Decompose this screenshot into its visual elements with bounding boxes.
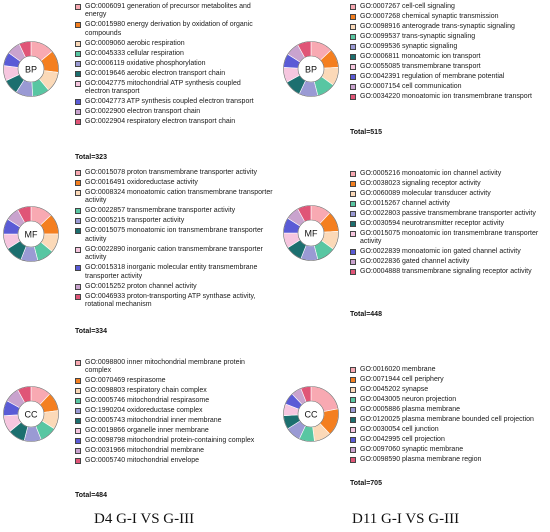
legend-swatch	[75, 284, 81, 290]
legend-swatch	[350, 437, 356, 443]
legend-label: GO:0005746 mitochondrial respirasome	[85, 397, 210, 405]
legend-label: GO:0030594 neurotransmitter receptor activity	[360, 220, 504, 227]
donut-chart-d11-mf	[282, 204, 340, 262]
legend-label: GO:0015078 proton transmembrane transporter activity	[85, 169, 257, 176]
legend-label: GO:0009060 aerobic respiration	[85, 39, 185, 47]
legend-label: GO:0022890 inorganic cation transmembrane transporter activity	[85, 245, 263, 262]
legend-item	[75, 169, 275, 177]
legend-label: GO:0016020 membrane	[360, 366, 436, 373]
legend-label: GO:0015318 inorganic molecular entity transmembrane transporter activity	[85, 264, 258, 280]
legend-label: GO:0005740 mitochondrial envelope	[85, 457, 200, 465]
legend-item	[75, 80, 265, 97]
legend-item	[350, 63, 548, 71]
legend-item	[350, 23, 548, 31]
legend-swatch	[350, 457, 356, 463]
legend-swatch	[75, 4, 81, 10]
legend-item	[350, 200, 546, 208]
legend-d4-bp	[75, 3, 265, 128]
legend-swatch	[75, 208, 81, 214]
donut-center-label: BP	[304, 64, 318, 75]
legend-item	[350, 436, 546, 444]
legend-item	[350, 268, 546, 276]
legend-item	[350, 396, 546, 404]
legend-label: GO:0006091 generation of precursor metabolites and energy	[85, 3, 251, 19]
legend-item	[350, 230, 546, 247]
legend-label: GO:0060089 molecular transducer activity	[360, 190, 491, 197]
legend-item	[75, 207, 275, 215]
legend-item	[75, 447, 270, 455]
legend-label: GO:0016491 oxidoreductase activity	[85, 179, 198, 186]
legend-swatch	[75, 41, 81, 47]
legend-label: GO:0005743 mitochondrial inner membrane	[85, 417, 222, 425]
legend-item	[75, 70, 265, 78]
legend-swatch	[75, 218, 81, 224]
legend-label: GO:0042775 mitochondrial ATP synthesis coupled electron transport	[85, 79, 241, 96]
legend-item	[75, 3, 265, 20]
legend-swatch	[350, 191, 356, 197]
legend-swatch	[350, 249, 356, 255]
legend-label: GO:0038023 signaling receptor activity	[360, 180, 481, 187]
legend-swatch	[75, 360, 81, 366]
legend-d11-bp	[350, 3, 548, 103]
legend-swatch	[75, 109, 81, 115]
legend-swatch	[350, 231, 356, 237]
legend-swatch	[350, 54, 356, 60]
legend-item	[350, 220, 546, 228]
donut-center-label: CC	[24, 409, 38, 420]
legend-swatch	[350, 4, 356, 10]
legend-label: GO:0099537 trans-synaptic signaling	[360, 33, 476, 40]
legend-label: GO:0008324 monoatomic cation transmembrane transporter activity	[85, 189, 273, 205]
legend-label: GO:0006119 oxidative phosphorylation	[85, 59, 206, 67]
legend-label: GO:0005215 transporter activity	[85, 217, 185, 225]
legend-swatch	[350, 74, 356, 80]
legend-label: GO:0070469 respirasome	[85, 377, 166, 385]
legend-swatch	[75, 81, 81, 87]
legend-label: GO:0015075 monoatomic ion transmembrane transporter activity	[85, 227, 264, 243]
legend-label: GO:0022836 gated channel activity	[360, 258, 470, 266]
total-d4-bp: Total=323	[75, 154, 107, 161]
legend-swatch	[75, 388, 81, 394]
legend-swatch	[350, 211, 356, 217]
legend-item	[75, 108, 265, 116]
legend-label: GO:0046933 proton-transporting ATP synthase activity, rotational mechanism	[85, 292, 256, 309]
legend-label: GO:0015252 proton channel activity	[85, 282, 197, 290]
legend-swatch	[75, 119, 81, 125]
donut-center-label: MF	[24, 229, 38, 240]
donut-center-label: MF	[304, 228, 318, 239]
legend-swatch	[350, 269, 356, 275]
legend-item	[350, 210, 546, 218]
legend-label: GO:0022900 electron transport chain	[85, 108, 201, 116]
legend-swatch	[75, 170, 81, 176]
legend-swatch	[75, 180, 81, 186]
legend-item	[75, 377, 270, 385]
legend-item	[75, 264, 275, 281]
legend-item	[75, 40, 265, 48]
legend-label: GO:0005886 plasma membrane	[360, 406, 460, 413]
total-d11-bp: Total=515	[350, 129, 382, 136]
legend-item	[75, 427, 270, 435]
legend-swatch	[75, 398, 81, 404]
legend-swatch	[75, 438, 81, 444]
legend-swatch	[350, 14, 356, 20]
legend-item	[350, 190, 546, 198]
legend-item	[75, 246, 275, 263]
legend-swatch	[350, 417, 356, 423]
legend-label: GO:0034220 monoatomic ion transmembrane transport	[360, 93, 532, 100]
legend-item	[350, 73, 548, 81]
legend-swatch	[350, 221, 356, 227]
legend-d11-cc	[350, 366, 546, 466]
total-d11-cc: Total=705	[350, 480, 382, 487]
legend-swatch	[75, 51, 81, 57]
legend-item	[350, 376, 546, 384]
legend-swatch	[350, 34, 356, 40]
legend-swatch	[350, 427, 356, 433]
legend-label: GO:0006811 monoatomic ion transport	[360, 53, 481, 60]
legend-item	[350, 33, 548, 41]
donut-chart-d4-cc	[2, 385, 60, 443]
legend-swatch	[75, 428, 81, 434]
legend-item	[75, 407, 270, 415]
legend-item	[350, 258, 546, 266]
legend-swatch	[75, 408, 81, 414]
legend-swatch	[75, 458, 81, 464]
legend-label: GO:0045202 synapse	[360, 386, 429, 393]
legend-label: GO:0043005 neuron projection	[360, 396, 457, 403]
legend-item	[75, 98, 265, 106]
legend-label: GO:0022803 passive transmembrane transporter activity	[360, 210, 536, 217]
legend-label: GO:0097060 synaptic membrane	[360, 446, 464, 453]
legend-item	[350, 180, 546, 188]
donut-chart-d4-bp	[2, 40, 60, 98]
legend-swatch	[350, 387, 356, 393]
legend-swatch	[75, 61, 81, 67]
legend-item	[350, 53, 548, 61]
legend-label: GO:0022904 respiratory electron transport chain	[85, 118, 236, 126]
legend-label: GO:0015267 channel activity	[360, 200, 450, 207]
legend-label: GO:0120025 plasma membrane bounded cell projection	[360, 416, 534, 423]
legend-swatch	[350, 407, 356, 413]
legend-item	[350, 426, 546, 434]
legend-item	[75, 189, 275, 206]
legend-label: GO:0022857 transmembrane transporter activity	[85, 207, 236, 215]
legend-item	[350, 3, 548, 11]
legend-label: GO:0015075 monoatomic ion transmembrane transporter activity	[360, 230, 539, 246]
total-d4-cc: Total=484	[75, 492, 107, 499]
legend-item	[75, 387, 270, 395]
legend-swatch	[75, 294, 81, 300]
legend-swatch	[350, 201, 356, 207]
legend-item	[75, 60, 265, 68]
legend-item	[75, 21, 265, 38]
legend-swatch	[350, 259, 356, 265]
legend-swatch	[75, 418, 81, 424]
legend-swatch	[75, 448, 81, 454]
legend-label: GO:0019866 organelle inner membrane	[85, 427, 209, 435]
legend-swatch	[75, 71, 81, 77]
caption-d4: D4 G-I VS G-III	[94, 511, 195, 527]
legend-label: GO:0042995 cell projection	[360, 436, 445, 443]
legend-swatch	[350, 64, 356, 70]
legend-item	[350, 93, 548, 101]
legend-item	[75, 359, 270, 376]
legend-label: GO:0071944 cell periphery	[360, 376, 444, 383]
legend-item	[75, 227, 275, 244]
legend-swatch	[350, 44, 356, 50]
legend-label: GO:0042391 regulation of membrane potential	[360, 73, 505, 80]
donut-chart-d11-cc	[282, 385, 340, 443]
legend-item	[350, 416, 546, 424]
legend-label: GO:0004888 transmembrane signaling receptor activity	[360, 268, 532, 276]
legend-item	[350, 446, 546, 454]
legend-d11-mf	[350, 170, 546, 278]
legend-label: GO:0099536 synaptic signaling	[360, 43, 458, 50]
legend-swatch	[75, 22, 81, 28]
legend-label: GO:0015980 energy derivation by oxidation of organic compounds	[85, 21, 253, 37]
legend-item	[350, 170, 546, 178]
legend-d4-cc	[75, 359, 270, 467]
legend-label: GO:0098803 respiratory chain complex	[85, 387, 207, 395]
legend-label: GO:0005216 monoatomic ion channel activity	[360, 170, 502, 177]
legend-label: GO:0031966 mitochondrial membrane	[85, 447, 205, 455]
legend-label: GO:0007154 cell communication	[360, 83, 462, 90]
legend-swatch	[75, 190, 81, 196]
legend-swatch	[350, 171, 356, 177]
legend-label: GO:0022839 monoatomic ion gated channel activity	[360, 248, 521, 256]
legend-label: GO:0019646 aerobic electron transport chain	[85, 69, 226, 77]
legend-swatch	[350, 84, 356, 90]
legend-item	[75, 50, 265, 58]
legend-item	[350, 386, 546, 394]
legend-swatch	[350, 367, 356, 373]
donut-center-label: CC	[304, 409, 318, 420]
legend-item	[75, 457, 270, 465]
legend-item	[75, 397, 270, 405]
legend-label: GO:0042773 ATP synthesis coupled electron transport	[85, 98, 254, 106]
legend-item	[75, 217, 275, 225]
total-d11-mf: Total=448	[350, 311, 382, 318]
legend-label: GO:0098798 mitochondrial protein-containing complex	[85, 437, 255, 445]
legend-label: GO:0007268 chemical synaptic transmission	[360, 13, 499, 20]
legend-item	[75, 437, 270, 445]
donut-chart-d11-bp	[282, 40, 340, 98]
legend-swatch	[350, 377, 356, 383]
caption-d11: D11 G-I VS G-III	[352, 511, 460, 527]
legend-label: GO:0007267 cell-cell signaling	[360, 3, 455, 10]
legend-item	[350, 366, 546, 374]
legend-swatch	[350, 94, 356, 100]
donut-chart-d4-mf	[2, 205, 60, 263]
legend-swatch	[350, 24, 356, 30]
legend-swatch	[350, 447, 356, 453]
legend-item	[75, 417, 270, 425]
legend-swatch	[350, 397, 356, 403]
legend-item	[350, 13, 548, 21]
legend-item	[75, 293, 275, 310]
legend-label: GO:1990204 oxidoreductase complex	[85, 407, 203, 415]
legend-label: GO:0045333 cellular respiration	[85, 49, 184, 57]
legend-item	[75, 283, 275, 291]
legend-item	[350, 248, 546, 256]
legend-item	[350, 43, 548, 51]
legend-item	[350, 456, 546, 464]
legend-label: GO:0030054 cell junction	[360, 426, 439, 433]
legend-label: GO:0098590 plasma membrane region	[360, 456, 482, 463]
total-d4-mf: Total=334	[75, 328, 107, 335]
legend-d4-mf	[75, 169, 275, 311]
legend-item	[350, 83, 548, 91]
legend-item	[75, 118, 265, 126]
legend-label: GO:0098800 inner mitochondrial membrane protein complex	[85, 359, 245, 375]
legend-item	[75, 179, 275, 187]
legend-label: GO:0098916 anterograde trans-synaptic signaling	[360, 23, 515, 30]
legend-swatch	[75, 265, 81, 271]
legend-swatch	[75, 99, 81, 105]
donut-center-label: BP	[24, 64, 38, 75]
legend-swatch	[75, 228, 81, 234]
legend-label: GO:0055085 transmembrane transport	[360, 63, 481, 70]
legend-swatch	[75, 247, 81, 253]
legend-swatch	[75, 378, 81, 384]
legend-item	[350, 406, 546, 414]
legend-swatch	[350, 181, 356, 187]
